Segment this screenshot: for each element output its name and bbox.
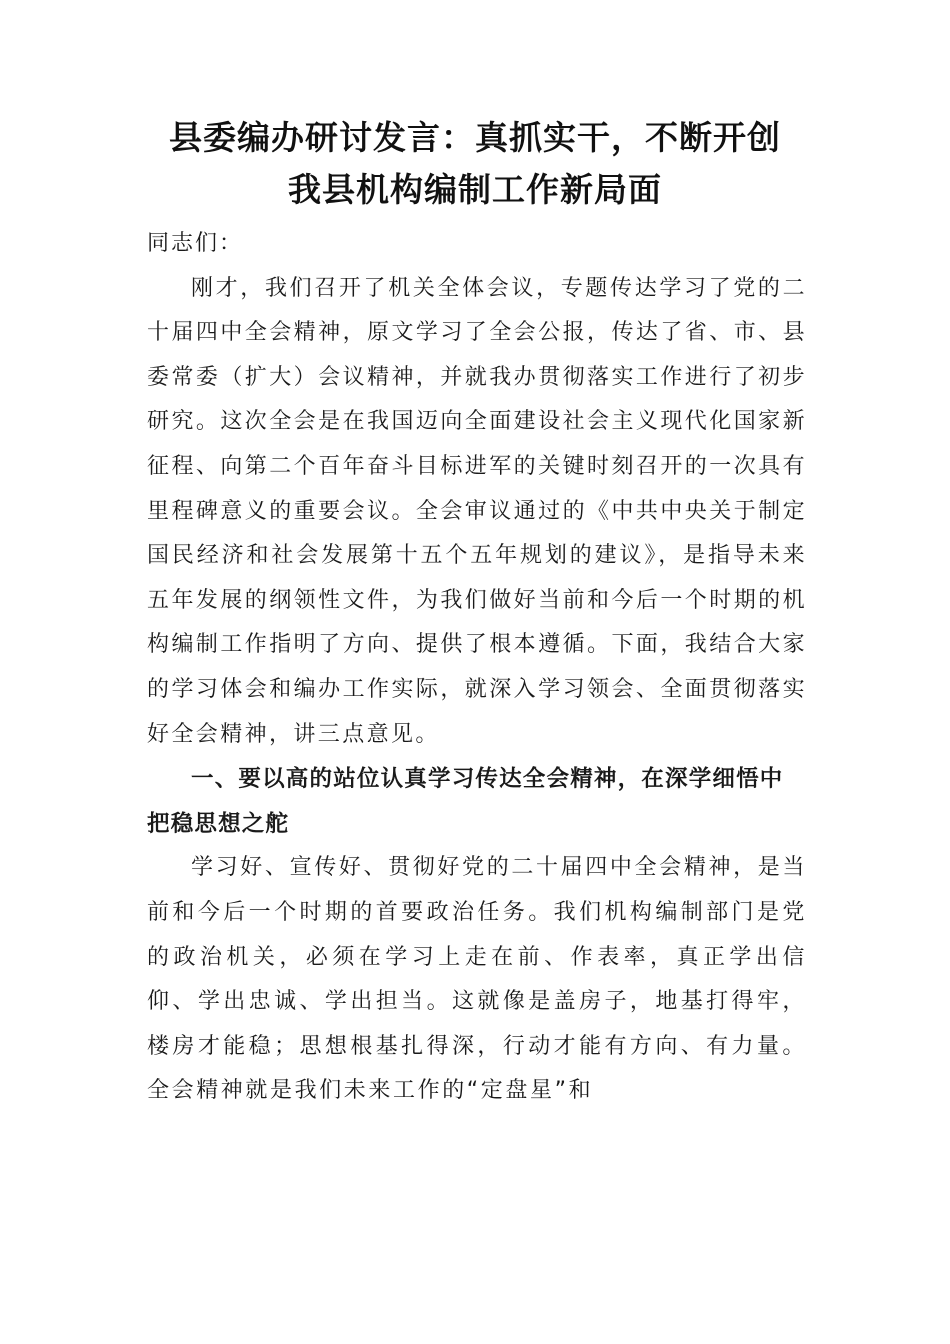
title-line-2: 我县机构编制工作新局面	[288, 170, 662, 209]
document-body	[147, 222, 807, 1114]
title-line-1: 县委编办研讨发言：真抓实干，不断开创	[169, 118, 781, 157]
section-heading-1: 一、要以高的站位认真学习传达全会精神，在深学细悟中把稳思想之舵	[147, 766, 784, 837]
salutation: 同志们：	[147, 231, 244, 256]
paragraph-intro: 刚才，我们召开了机关全体会议，专题传达学习了党的二十届四中全会精神，原文学习了全会公报，传达了省、市、县委常委（扩大）会议精神，并就我办贯彻落实工作进行了初步研究。这次全会是在我国迈向全面建设社会主义现代化国家新征程、向第二个百年奋斗目标进军的关键时刻召开的一次具有里程碑意义的重要会议。全会审议通过的《中共中央关于制定国民经济和社会发展第十五个五年规划的建议》，是指导未来五年发展的纲领性文件，为我们做好当前和今后一个时期的机构编制工作指明了方向、提供了根本遵循。下面，我结合大家的学习体会和编办工作实际，就深入学习领会、全面贯彻落实好全会精神，讲三点意见。	[147, 275, 807, 747]
paragraph-section-1: 学习好、宣传好、贯彻好党的二十届四中全会精神，是当前和今后一个时期的首要政治任务。我们机构编制部门是党的政治机关，必须在学习上走在前、作表率，真正学出信仰、学出忠诚、学出担当。这就像是盖房子，地基打得牢，楼房才能稳；思想根基扎得深，行动才能有方向、有力量。全会精神就是我们未来工作的“定盘星”和	[147, 855, 807, 1104]
document-title	[120, 112, 830, 216]
